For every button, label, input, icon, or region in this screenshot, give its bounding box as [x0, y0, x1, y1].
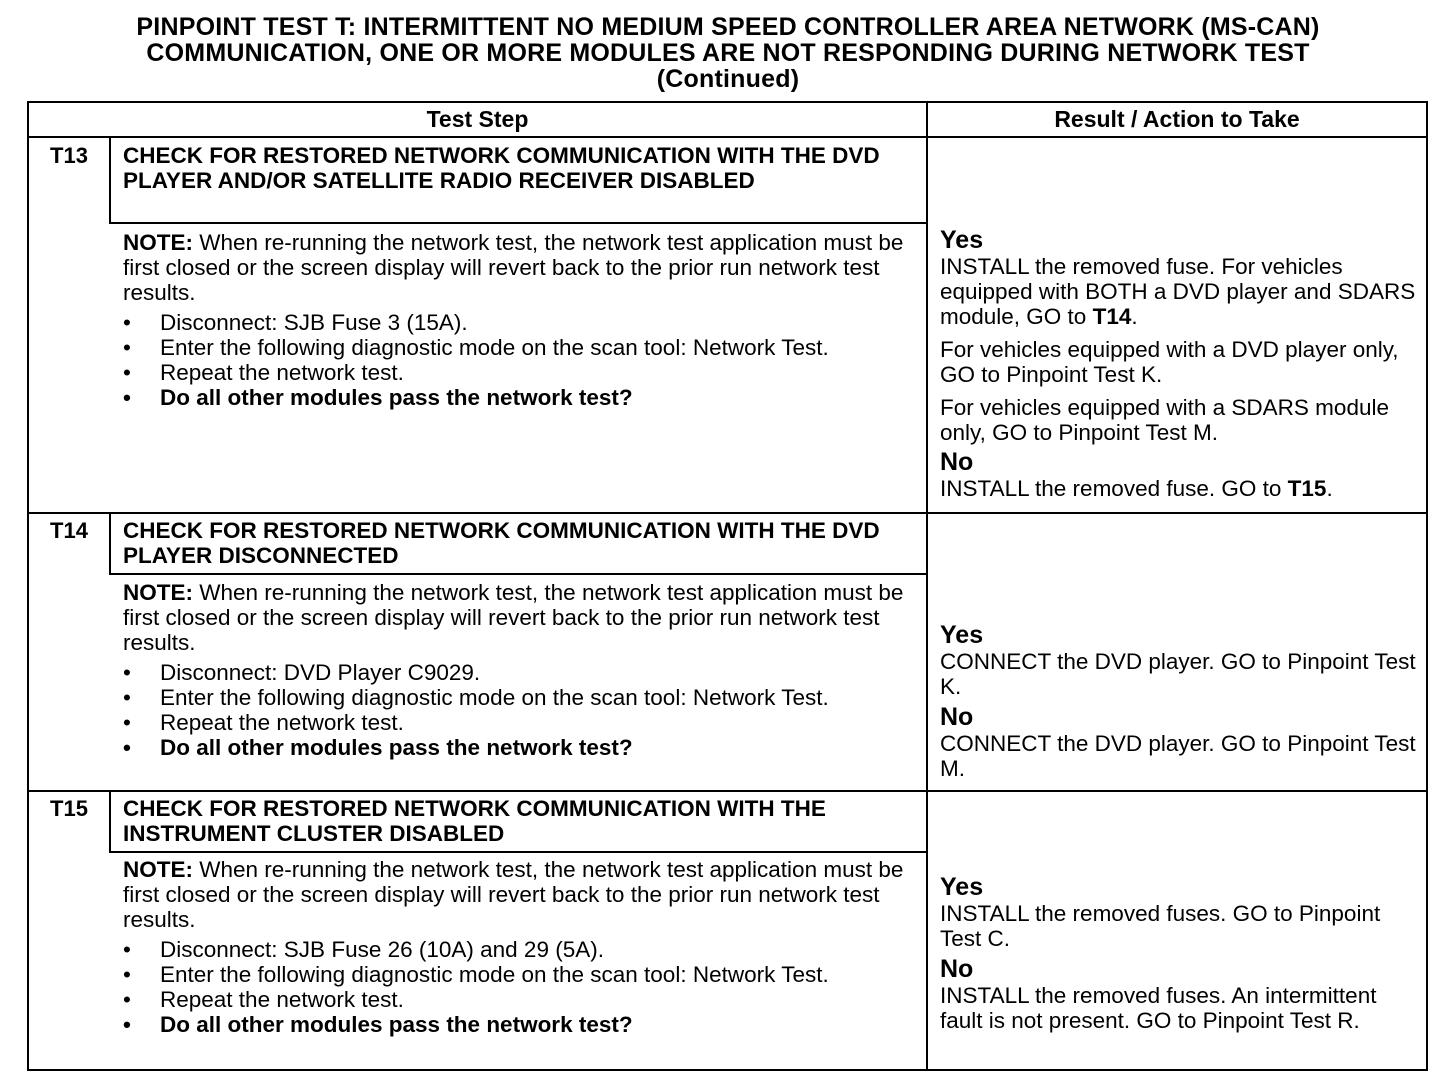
no-label: No	[940, 955, 974, 983]
step-reference: T14	[1092, 304, 1132, 329]
step-title-rule	[109, 222, 927, 224]
step-id: T13	[50, 143, 88, 168]
title-line-3: (Continued)	[656, 65, 800, 93]
no-action: INSTALL the removed fuses. An intermittent fault is not present. GO to Pinpoint Test R.	[940, 983, 1377, 1033]
step-reference: T15	[1287, 476, 1327, 501]
action-list	[123, 310, 913, 410]
no-label: No	[940, 703, 974, 731]
note	[123, 230, 913, 305]
list-item: • Repeat the network test.	[123, 360, 404, 385]
action-list	[123, 937, 913, 1037]
yes-action: For vehicles equipped with a DVD player only, GO to Pinpoint Test K.	[940, 337, 1399, 387]
note-text: When re-running the network test, the network test application must be first closed or the screen display will revert back to the prior run network test results.	[123, 230, 904, 305]
note-label: NOTE:	[123, 580, 193, 605]
step-id-divider	[109, 792, 111, 852]
yes-label: Yes	[940, 621, 984, 649]
step-instructions	[123, 230, 913, 410]
result-actions	[940, 227, 1420, 501]
step-instructions	[123, 857, 913, 1037]
list-item: • Disconnect: DVD Player C9029.	[123, 660, 481, 685]
yes-label: Yes	[940, 873, 984, 901]
header-test-step: Test Step	[426, 106, 529, 132]
header-result-action: Result / Action to Take	[1054, 106, 1300, 132]
list-item: • Repeat the network test.	[123, 987, 404, 1012]
list-item: • Enter the following diagnostic mode on the scan tool: Network Test.	[123, 685, 829, 710]
note-label: NOTE:	[123, 230, 193, 255]
step-title: CHECK FOR RESTORED NETWORK COMMUNICATION WITH THE DVD PLAYER AND/OR SATELLITE RADIO RECEIVER DISABLED	[123, 143, 880, 193]
list-item: • Disconnect: SJB Fuse 3 (15A).	[123, 310, 468, 335]
list-item: • Enter the following diagnostic mode on the scan tool: Network Test.	[123, 962, 829, 987]
step-title: CHECK FOR RESTORED NETWORK COMMUNICATION WITH THE INSTRUMENT CLUSTER DISABLED	[123, 796, 826, 846]
yes-action: For vehicles equipped with a SDARS module only, GO to Pinpoint Test M.	[940, 395, 1389, 445]
result-actions	[940, 874, 1420, 1033]
note-label: NOTE:	[123, 857, 193, 882]
result-actions	[940, 622, 1420, 781]
yes-action: CONNECT the DVD player. GO to Pinpoint Test K.	[940, 649, 1416, 699]
column-divider	[926, 101, 928, 1071]
list-item: • Repeat the network test.	[123, 710, 404, 735]
title-line-1: PINPOINT TEST T: INTERMITTENT NO MEDIUM SPEED CONTROLLER AREA NETWORK (MS-CAN)	[136, 13, 1320, 41]
list-item: • Enter the following diagnostic mode on the scan tool: Network Test.	[123, 335, 829, 360]
title-line-2: COMMUNICATION, ONE OR MORE MODULES ARE NOT RESPONDING DURING NETWORK TEST	[146, 39, 1310, 67]
note	[123, 857, 913, 932]
question-item: • Do all other modules pass the network test?	[123, 1012, 633, 1037]
yes-action: INSTALL the removed fuses. GO to Pinpoint Test C.	[940, 901, 1381, 951]
step-id-divider	[109, 137, 111, 223]
question-item: • Do all other modules pass the network test?	[123, 735, 633, 760]
step-title-rule	[109, 573, 927, 575]
note-text: When re-running the network test, the network test application must be first closed or the screen display will revert back to the prior run network test results.	[123, 580, 904, 655]
list-item: • Disconnect: SJB Fuse 26 (10A) and 29 (5A).	[123, 937, 604, 962]
note-text: When re-running the network test, the network test application must be first closed or the screen display will revert back to the prior run network test results.	[123, 857, 904, 932]
no-action: CONNECT the DVD player. GO to Pinpoint Test M.	[940, 731, 1416, 781]
step-id: T15	[50, 796, 88, 821]
action-list	[123, 660, 913, 760]
document-title	[0, 14, 1456, 92]
question-item: • Do all other modules pass the network test?	[123, 385, 633, 410]
step-title-rule	[109, 851, 927, 853]
yes-action: INSTALL the removed fuse. For vehicles equipped with BOTH a DVD player and SDARS module, GO to T14.	[940, 254, 1416, 329]
yes-label: Yes	[940, 226, 984, 254]
step-separator	[27, 790, 1428, 792]
step-instructions	[123, 580, 913, 760]
step-id: T14	[50, 518, 88, 543]
step-title: CHECK FOR RESTORED NETWORK COMMUNICATION WITH THE DVD PLAYER DISCONNECTED	[123, 518, 880, 568]
header-rule	[27, 136, 1428, 138]
no-action: INSTALL the removed fuse. GO to T15.	[940, 476, 1333, 501]
step-separator	[27, 512, 1428, 514]
no-label: No	[940, 448, 974, 476]
step-id-divider	[109, 514, 111, 574]
note	[123, 580, 913, 655]
